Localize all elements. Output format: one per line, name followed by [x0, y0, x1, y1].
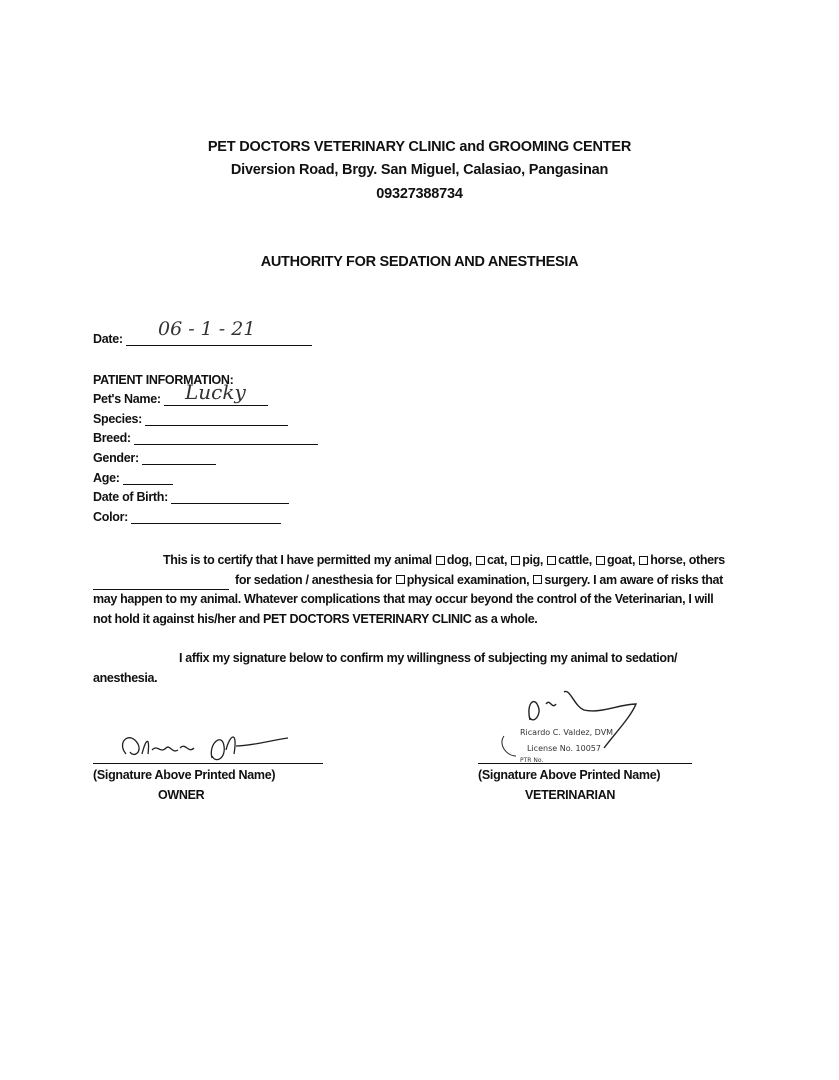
- date-handwritten: 06 - 1 - 21: [158, 318, 256, 340]
- clinic-address: Diversion Road, Brgy. San Miguel, Calasiao, Pangasinan: [230, 162, 609, 178]
- vet-stamp-license: License No. 10057: [527, 744, 601, 753]
- vet-signature-caption: (Signature Above Printed Name): [478, 768, 661, 782]
- surgery-checkbox[interactable]: [533, 575, 542, 584]
- color-label: Color:: [93, 510, 128, 524]
- gender-label: Gender:: [93, 451, 139, 465]
- color-line: [131, 510, 281, 524]
- breed-label: Breed:: [93, 431, 131, 445]
- owner-signature-line: [93, 763, 323, 764]
- owner-signature-caption: (Signature Above Printed Name): [93, 768, 276, 782]
- species-line: [145, 412, 288, 426]
- species-field: [93, 412, 288, 426]
- physical-exam-checkbox[interactable]: [396, 575, 405, 584]
- consent-for: for sedation / anesthesia for: [235, 572, 392, 587]
- vet-role: VETERINARIAN: [525, 788, 616, 802]
- breed-field: [93, 431, 318, 445]
- pet-name-label: Pet's Name:: [93, 392, 161, 406]
- pig-label: pig,: [522, 553, 544, 567]
- others-blank: [93, 577, 229, 590]
- cat-checkbox[interactable]: [476, 556, 485, 565]
- clinic-name: PET DOCTORS VETERINARY CLINIC and GROOMING CENTER: [207, 139, 632, 155]
- consent-rest: I am aware of risks that may happen to my animal. Whatever complications that may occur beyond the control of the Veterinarian, I will not hold it against his/her and PET DOCTORS VETERINARY CLINIC as a whole.: [93, 572, 723, 626]
- dog-label: dog,: [446, 553, 472, 567]
- age-line: [123, 471, 173, 485]
- dob-label: Date of Birth:: [93, 490, 168, 504]
- cattle-label: cattle,: [558, 553, 592, 567]
- pet-name-handwritten: Lucky: [185, 380, 246, 404]
- form-title: AUTHORITY FOR SEDATION AND ANESTHESIA: [260, 254, 579, 270]
- surgery-label: surgery.: [544, 572, 590, 587]
- age-label: Age:: [93, 471, 120, 485]
- physical-exam-label: physical examination,: [406, 572, 530, 587]
- goat-checkbox[interactable]: [596, 556, 605, 565]
- affirmation-text: I affix my signature below to confirm my willingness of subjecting my animal to sedation/ anesthesia.: [93, 651, 678, 685]
- signature-affirmation: [93, 649, 725, 688]
- gender-line: [142, 451, 216, 465]
- cat-label: cat,: [486, 553, 508, 567]
- patient-info-heading: PATIENT INFORMATION:: [93, 373, 234, 387]
- vet-stamp-name: Ricardo C. Valdez, DVM: [520, 728, 614, 737]
- date-label: Date:: [93, 332, 123, 346]
- vet-signature-scribble: [490, 684, 650, 766]
- owner-signature-scribble: [112, 724, 302, 766]
- goat-label: goat,: [606, 553, 636, 567]
- cattle-checkbox[interactable]: [547, 556, 556, 565]
- age-field: [93, 471, 173, 485]
- dob-line: [171, 490, 289, 504]
- breed-line: [134, 431, 318, 445]
- consent-paragraph: [93, 551, 725, 629]
- species-label: Species:: [93, 412, 143, 426]
- consent-intro: This is to certify that I have permitted my animal: [163, 553, 432, 567]
- vet-signature-line: [478, 763, 692, 764]
- dob-field: [93, 490, 289, 504]
- horse-others-label: horse, others: [650, 553, 725, 567]
- clinic-phone: 09327388734: [376, 186, 463, 202]
- color-field: [93, 510, 281, 524]
- vet-stamp-ptr: PTR No.: [520, 757, 544, 764]
- gender-field: [93, 451, 216, 465]
- owner-role: OWNER: [158, 788, 205, 802]
- horse-checkbox[interactable]: [639, 556, 648, 565]
- pig-checkbox[interactable]: [511, 556, 520, 565]
- dog-checkbox[interactable]: [436, 556, 445, 565]
